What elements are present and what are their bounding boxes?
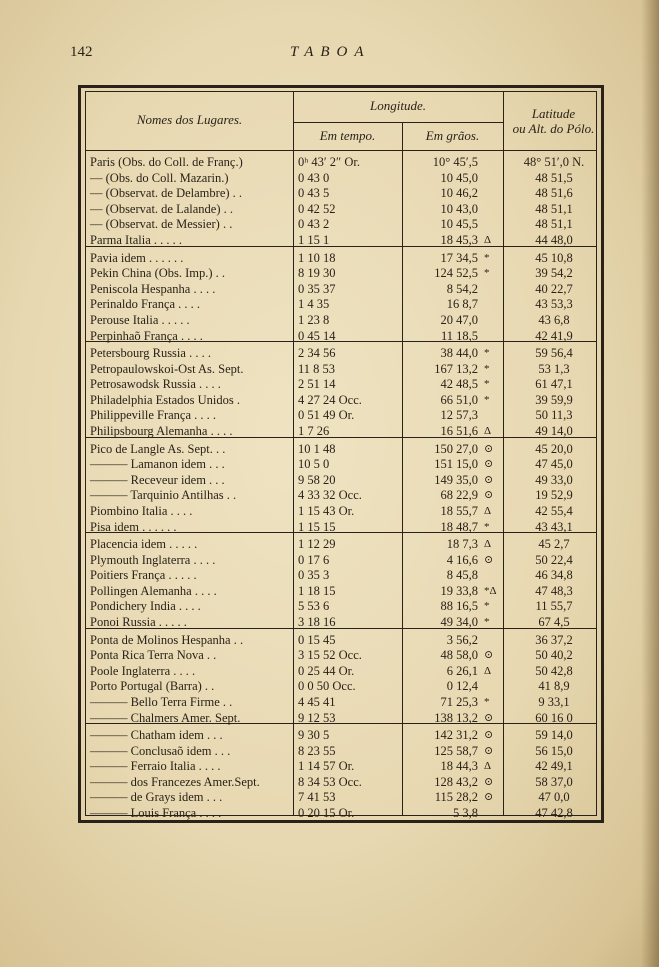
longitude-time: 1 18 15 [298,583,336,598]
latitude-value: 50 40,2 [535,648,573,663]
longitude-degrees: 18 44,3 [440,759,478,774]
longitude-time: 10 5 0 [298,457,330,472]
group-separator [86,628,596,629]
place-name: ——— Tarquinio Antilhas . . [90,488,237,503]
place-name: ——— de Grays idem . . . [90,790,223,805]
longitude-degrees: 149 35,0 [434,472,478,487]
latitude-value: 49 14,0 [535,424,573,438]
longitude-time: 1 15 1 [298,233,330,247]
table-frame [78,85,604,823]
observation-mark: ⊙ [484,553,494,566]
observation-mark: * [484,520,490,533]
place-name: Ponta de Molinos Hespanha . . [90,632,244,647]
longitude-time: 1 4 35 [298,297,330,312]
place-name: Plymouth Inglaterra . . . . [90,552,216,567]
observation-mark: * [484,267,490,280]
longitude-time: 4 27 24 Occ. [298,392,362,407]
place-name: — (Observat. de Delambre) . . [90,186,243,201]
place-name: ——— Chatham idem . . . [90,728,223,742]
place-name: Pekin China (Obs. Imp.) . . [90,266,226,281]
longitude-time: 0 17 6 [298,552,330,567]
place-name: Ponta Rica Terra Nova . . [90,648,217,663]
place-name: Poitiers França . . . . . [90,568,197,583]
page-spine-shadow [641,0,659,967]
longitude-degrees: 11 18,5 [440,328,478,343]
header-em-graos: Em grãos. [425,128,480,143]
longitude-degrees: 124 52,5 [434,266,478,281]
latitude-value: 48 51,1 [535,217,573,232]
observation-mark: ⊙ [484,489,494,502]
longitude-degrees: 66 51,0 [440,392,478,407]
observation-mark: ⊙ [484,442,494,455]
observation-mark: * [484,378,490,391]
coordinate-table [85,91,597,820]
place-name: ——— Chalmers Amer. Sept. [90,710,241,725]
observation-mark: ⊙ [484,775,494,788]
place-name: Pisa idem . . . . . . [90,519,177,534]
latitude-value: 11 55,7 [535,599,573,614]
longitude-degrees: 10° 45′,5 [432,155,478,169]
longitude-time: 0 42 52 [298,201,336,216]
rule-header-bottom [86,150,596,151]
longitude-degrees: 142 31,2 [434,728,478,742]
place-name: — (Obs. do Coll. Mazarin.) [90,170,229,185]
longitude-degrees: 167 13,2 [434,361,478,376]
latitude-value: 9 33,1 [538,694,570,709]
place-name: Perinaldo França . . . . [90,297,201,312]
latitude-value: 59 14,0 [535,728,573,742]
observation-mark: * [484,616,490,628]
place-name: Ponoi Russia . . . . . [90,615,187,629]
latitude-value: 45 20,0 [535,441,573,456]
longitude-time: 0 0 50 Occ. [298,679,356,694]
place-name: ——— dos Francezes Amer.Sept. [90,774,260,789]
place-name: Philipsbourg Alemanha . . . . [90,424,233,438]
longitude-degrees: 16 8,7 [446,297,478,312]
longitude-time: 7 41 53 [298,790,336,805]
latitude-value: 36 37,2 [535,632,573,647]
header-latitude-line2: ou Alt. do Pólo. [512,121,595,136]
place-name: Petrosawodsk Russia . . . . [90,377,221,392]
latitude-value: 50 42,8 [535,663,573,678]
group-separator [86,437,596,438]
longitude-time: 3 18 16 [298,615,336,629]
longitude-degrees: 42 48,5 [440,377,478,392]
longitude-degrees: 8 45,8 [446,568,478,583]
place-name: ——— Conclusaõ idem . . . [90,743,231,758]
place-name: ——— Ferraio Italia . . . . [90,759,221,774]
longitude-time: 4 33 32 Occ. [298,488,362,503]
rule-after-tempo [402,122,403,815]
place-name: — (Observat. de Messier) . . [90,217,233,232]
observation-mark: Δ [484,234,492,246]
latitude-value: 45 10,8 [535,250,573,265]
place-name: Placencia idem . . . . . [90,537,198,551]
observation-mark: ⊙ [484,473,494,486]
latitude-value: 45 2,7 [538,537,570,551]
latitude-value: 47 0,0 [538,790,570,805]
longitude-degrees: 88 16,5 [440,599,478,614]
observation-mark: * [484,347,490,359]
longitude-time: 0 43 0 [298,170,330,185]
longitude-time: 1 7 26 [298,424,330,438]
group-separator [86,341,596,342]
latitude-value: 61 47,1 [535,377,573,392]
longitude-time: 1 15 43 Or. [298,503,355,518]
place-name: Perpinhaõ França . . . . [90,328,203,343]
longitude-degrees: 49 34,0 [440,615,478,629]
longitude-degrees: 10 45,0 [440,170,478,185]
observation-mark: Δ [484,664,492,677]
longitude-degrees: 48 58,0 [440,648,478,663]
observation-mark: ⊙ [484,729,494,741]
running-head: TABOA [290,44,371,60]
header-longitude: Longitude. [370,98,426,113]
observation-mark: Δ [484,538,492,550]
observation-mark: ⊙ [484,791,494,804]
longitude-time: 0 15 45 [298,632,336,647]
longitude-degrees: 18 45,3 [440,233,478,247]
longitude-degrees: 5 3,8 [453,806,478,820]
longitude-time: 10 1 48 [298,441,336,456]
place-name: Pollingen Alemanha . . . . [90,583,217,598]
longitude-degrees: 18 55,7 [440,503,478,518]
longitude-degrees: 6 26,1 [446,663,478,678]
longitude-degrees: 19 33,8 [440,583,478,598]
latitude-value: 56 15,0 [535,743,573,758]
longitude-degrees: 128 43,2 [434,774,478,789]
longitude-time: 9 58 20 [298,472,336,487]
observation-mark: ⊙ [484,649,494,662]
place-name: Paris (Obs. do Coll. de Franç.) [90,155,243,169]
latitude-value: 39 54,2 [535,266,573,281]
longitude-time: 0 35 3 [298,568,330,583]
latitude-value: 46 34,8 [535,568,573,583]
latitude-value: 41 8,9 [538,679,570,694]
longitude-time: 8 23 55 [298,743,336,758]
observation-mark: * [484,362,490,375]
longitude-degrees: 10 45,5 [440,217,478,232]
longitude-time: 0 43 5 [298,186,330,201]
longitude-degrees: 18 7,3 [446,537,478,551]
latitude-value: 47 48,3 [535,583,573,598]
longitude-time: 1 14 57 Or. [298,759,355,774]
place-name: Philadelphia Estados Unidos . [90,392,240,407]
place-name: Pondichery India . . . . [90,599,201,614]
latitude-value: 43 53,3 [535,297,573,312]
latitude-value: 53 1,3 [538,361,570,376]
longitude-time: 9 12 53 [298,710,336,725]
place-name: ——— Receveur idem . . . [90,472,225,487]
place-name: Petropaulowskoi-Ost As. Sept. [90,361,244,376]
place-name: Perouse Italia . . . . . [90,312,190,327]
longitude-time: 3 15 52 Occ. [298,648,362,663]
longitude-time: 5 53 6 [298,599,330,614]
longitude-time: 2 34 56 [298,346,336,360]
observation-mark: Δ [484,504,492,517]
place-name: Philippeville França . . . . [90,408,217,423]
place-name: ——— Louis França . . . . [90,806,222,820]
longitude-degrees: 38 44,0 [440,346,478,360]
longitude-degrees: 17 34,5 [440,250,478,265]
observation-mark: * [484,393,490,406]
longitude-degrees: 16 51,6 [440,424,478,438]
latitude-value: 47 42,8 [535,806,573,820]
place-name: ——— Lamanon idem . . . [90,457,225,472]
longitude-time: 0 25 44 Or. [298,663,355,678]
observation-mark: ⊙ [484,744,494,757]
longitude-degrees: 71 25,3 [440,694,478,709]
longitude-time: 0ʰ 43′ 2″ Or. [298,155,360,169]
longitude-degrees: 10 43,0 [440,201,478,216]
longitude-degrees: 151 15,0 [434,457,478,472]
latitude-value: 19 52,9 [535,488,573,503]
latitude-value: 48 51,1 [535,201,573,216]
latitude-value: 59 56,4 [535,346,573,360]
longitude-degrees: 4 16,6 [446,552,478,567]
latitude-value: 60 16 0 [535,710,573,725]
group-separator [86,246,596,247]
latitude-value: 50 22,4 [535,552,573,567]
latitude-value: 39 59,9 [535,392,573,407]
longitude-degrees: 12 57,3 [440,408,478,423]
longitude-degrees: 20 47,0 [440,312,478,327]
longitude-time: 1 12 29 [298,537,336,551]
latitude-value: 48 51,6 [535,186,573,201]
place-name: Parma Italia . . . . . [90,233,182,247]
latitude-value: 67 4,5 [538,615,570,629]
place-name: Pavia idem . . . . . . [90,250,184,265]
rule-longitude-sub [293,122,503,123]
latitude-value: 42 41,9 [535,328,573,343]
observation-mark: * [484,600,490,613]
longitude-time: 4 45 41 [298,694,336,709]
latitude-value: 47 45,0 [535,457,573,472]
header-em-tempo: Em tempo. [319,128,376,143]
longitude-time: 8 19 30 [298,266,336,281]
latitude-value: 43 43,1 [535,519,573,534]
latitude-value: 42 49,1 [535,759,573,774]
latitude-value: 44 48,0 [535,233,573,247]
page-number: 142 [70,44,93,60]
observation-mark: * [484,695,490,708]
longitude-degrees: 68 22,9 [440,488,478,503]
group-separator [86,723,596,724]
header-latitude [503,106,604,136]
latitude-value: 42 55,4 [535,503,573,518]
longitude-degrees: 18 48,7 [440,519,478,534]
longitude-degrees: 10 46,2 [440,186,478,201]
latitude-value: 48° 51′,0 N. [523,155,585,169]
longitude-time: 0 43 2 [298,217,330,232]
longitude-time: 0 51 49 Or. [298,408,355,423]
longitude-time: 9 30 5 [298,728,330,742]
longitude-time: 11 8 53 [298,361,336,376]
longitude-degrees: 150 27,0 [434,441,478,456]
latitude-value: 43 6,8 [538,312,570,327]
latitude-value: 40 22,7 [535,281,573,296]
place-name: ——— Bello Terra Firme . . [90,694,233,709]
longitude-time: 1 10 18 [298,250,336,265]
longitude-degrees: 3 56,2 [446,632,478,647]
header-latitude-line1: Latitude [531,106,576,121]
latitude-value: 58 37,0 [535,774,573,789]
latitude-value: 49 33,0 [535,472,573,487]
place-name: — (Observat. de Lalande) . . [90,201,233,216]
place-name: Piombino Italia . . . . [90,503,193,518]
longitude-time: 1 15 15 [298,519,336,534]
latitude-value: 50 11,3 [535,408,573,423]
longitude-time: 0 20 15 Or. [298,806,355,820]
longitude-degrees: 138 13,2 [434,710,478,725]
longitude-time: 8 34 53 Occ. [298,774,362,789]
place-name: Porto Portugal (Barra) . . [90,679,215,694]
header-names: Nomes dos Lugares. [136,112,243,127]
longitude-degrees: 8 54,2 [446,281,478,296]
longitude-time: 1 23 8 [298,312,330,327]
rule-after-names [293,92,294,815]
longitude-time: 0 35 37 [298,281,336,296]
latitude-value: 48 51,5 [535,170,573,185]
observation-mark: *Δ [484,584,497,597]
group-separator [86,532,596,533]
observation-mark: * [484,251,490,264]
place-name: Petersbourg Russia . . . . [90,346,211,360]
observation-mark: ⊙ [484,458,494,471]
longitude-degrees: 125 58,7 [434,743,478,758]
observation-mark: Δ [484,760,492,773]
longitude-time: 2 51 14 [298,377,336,392]
place-name: Peniscola Hespanha . . . . [90,281,216,296]
longitude-degrees: 0 12,4 [446,679,478,694]
place-name: Pico de Langle As. Sept. . . [90,441,226,456]
longitude-time: 0 45 14 [298,328,336,343]
observation-mark: Δ [484,425,492,437]
observation-mark: ⊙ [484,711,494,724]
place-name: Poole Inglaterra . . . . [90,663,196,678]
longitude-degrees: 115 28,2 [434,790,478,805]
